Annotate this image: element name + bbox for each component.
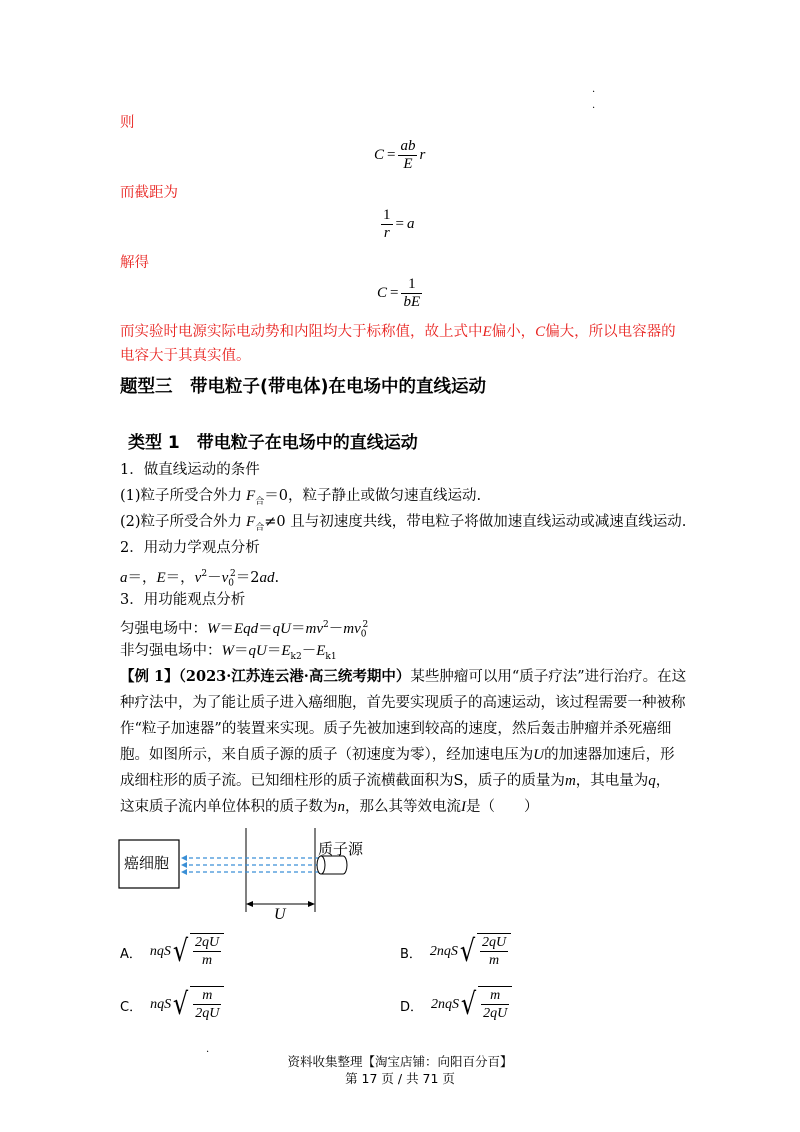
cancer-cell-label: 癌细胞 <box>124 854 170 872</box>
option-b[interactable]: B． 2nqS √ $\frac{2qU}{m}$ <box>400 933 511 971</box>
corner-dot: . <box>592 100 596 111</box>
formula-1: C = $\frac{ab}{E}$ r <box>374 138 426 172</box>
option-d[interactable]: D． 2nqS √ $\frac{m}{2qU}$ <box>400 986 512 1024</box>
conclusion-line-2: 电容大于其真实值。 <box>120 348 251 364</box>
beam-arrowhead <box>181 869 187 875</box>
beam-arrowhead <box>181 855 187 861</box>
beam-arrowhead <box>181 862 187 868</box>
sqrt-expression: √ $\frac{2qU}{m}$ <box>171 933 224 971</box>
body-line-1: 1．做直线运动的条件 <box>120 462 260 478</box>
option-a[interactable]: A． nqS √ $\frac{2qU}{m}$ <box>120 933 224 971</box>
text-ze: 则 <box>120 115 135 131</box>
page-number: 第 17 页 / 共 71 页 <box>345 1071 455 1086</box>
body-line-5: a＝，E＝，$v^2-v_0^2=2ad$. <box>120 569 280 589</box>
conclusion-line-1: 而实验时电源实际电动势和内阻均大于标称值，故上式中E偏小，C偏大，所以电容器的 <box>120 324 676 340</box>
example-line-6: 这束质子流内单位体积的质子数为n，那么其等效电流I是（ ） <box>120 799 539 815</box>
proton-source-label: 质子源 <box>318 840 364 858</box>
voltage-label: U <box>274 906 286 923</box>
sqrt-expression: √ $\frac{m}{2qU}$ <box>171 986 224 1024</box>
voltage-arrowhead-right <box>308 901 315 907</box>
footer-dot: . <box>206 1044 210 1055</box>
sqrt-expression: √ $\frac{2qU}{m}$ <box>458 933 511 971</box>
example-line-5: 成细柱形的质子流。已知细柱形的质子流横截面积为S，质子的质量为m，其电量为q， <box>120 773 671 789</box>
example-line-1: 【例 1】（2023·江苏连云港·高三统考期中）某些肿瘤可以用“质子疗法”进行治疗。在这 <box>120 668 687 685</box>
text-intercept: 而截距为 <box>120 185 178 201</box>
body-line-3: (2)粒子所受合外力 $F_合\ne 0$ 且与初速度共线，带电粒子将做加速直线运动或减速直线运动. <box>120 514 687 533</box>
footer-source: 资料收集整理【淘宝店铺：向阳百分百】 <box>287 1054 513 1069</box>
body-line-2: (1)粒子所受合外力 $F_合=0$，粒子静止或做匀速直线运动. <box>120 488 482 507</box>
section-title: 题型三 带电粒子(带电体)在电场中的直线运动 <box>120 377 486 397</box>
example-line-2: 种疗法中，为了能让质子进入癌细胞，首先要实现质子的高速运动，该过程需要一种被称 <box>120 695 686 711</box>
sqrt-expression: √ $\frac{m}{2qU}$ <box>459 986 512 1024</box>
formula-3: C = $\frac{1}{bE}$ <box>377 276 421 310</box>
option-c[interactable]: C． nqS √ $\frac{m}{2qU}$ <box>120 986 224 1024</box>
body-line-7: 匀强电场中：$W=Eqd=qU=mv^2-mv_0^2$ <box>120 620 369 640</box>
body-line-8: 非匀强电场中：$W=qU=E_{k2}-E_{k1}$ <box>120 643 337 662</box>
subsection-title: 类型 1 带电粒子在电场中的直线运动 <box>128 433 418 453</box>
body-line-4: 2．用动力学观点分析 <box>120 540 260 556</box>
corner-dot: . <box>592 84 596 95</box>
example-line-4: 胞。如图所示，来自质子源的质子（初速度为零），经加速电压为U的加速器加速后，形 <box>120 747 675 763</box>
voltage-arrowhead-left <box>246 901 253 907</box>
example-line-3: 作“粒子加速器”的装置来实现。质子先被加速到较高的速度，然后轰击肿瘤并杀死癌细 <box>120 721 672 737</box>
formula-2: $\frac{1}{r}$ = a <box>383 207 415 241</box>
text-solve: 解得 <box>120 255 149 271</box>
body-line-6: 3．用功能观点分析 <box>120 592 246 608</box>
